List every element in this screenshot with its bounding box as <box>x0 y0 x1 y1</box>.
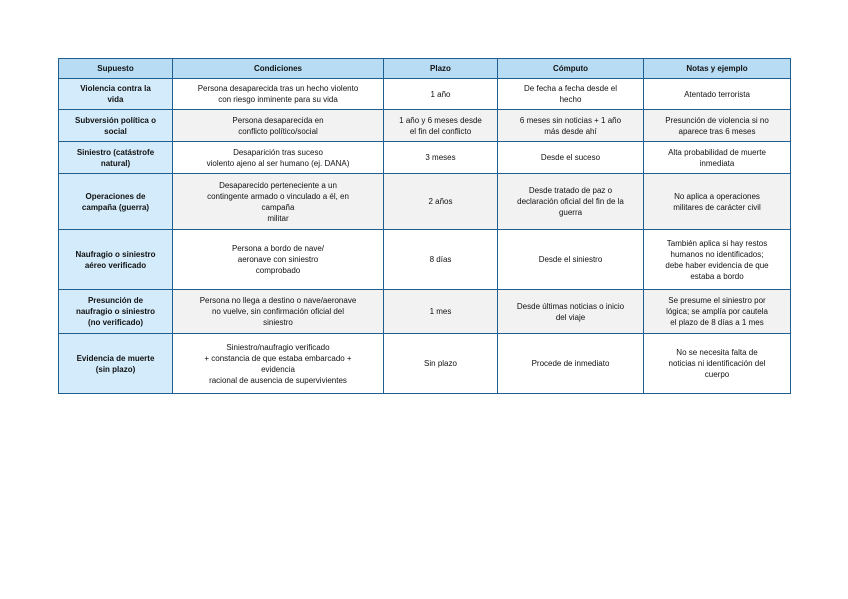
cell-condiciones <box>173 174 384 230</box>
cell-condiciones <box>173 290 384 334</box>
cell-text-line: el plazo de 8 días a 1 mes <box>670 318 764 327</box>
cell-text-line: conflicto político/social <box>238 126 318 136</box>
cell-text-line: Naufragio o siniestro <box>75 249 156 259</box>
cell-text-line: Desde tratado de paz o <box>528 186 613 195</box>
cell-text-line: con riesgo inminente para su vida <box>218 95 338 104</box>
cell-text-line: Presunción de <box>87 296 144 305</box>
cell-text-line: (no verificado) <box>87 318 144 327</box>
cell-text-line: debe haber evidencia de que <box>665 260 769 270</box>
cell-notas <box>644 290 791 334</box>
table-row <box>59 230 791 290</box>
cell-notas <box>644 334 791 394</box>
cell-text-line: Desde últimas noticias o inicio <box>516 301 625 311</box>
cell-text-line: Sin plazo <box>424 359 457 368</box>
cell-notas <box>644 230 791 290</box>
cell-text-line: 3 meses <box>425 153 456 162</box>
table-row <box>59 290 791 334</box>
cell-text-line: declaración oficial del fin de la <box>517 197 624 206</box>
table-row <box>59 334 791 394</box>
cell-text-line: También aplica si hay restos <box>666 238 768 248</box>
column-header-notas: Notas y ejemplo <box>644 59 791 79</box>
cell-text-line: Se presume el siniestro por <box>668 296 766 305</box>
cell-supuesto <box>59 110 173 142</box>
cell-text-line: evidencia <box>261 364 295 374</box>
cell-text-line: más desde ahí <box>544 126 597 136</box>
cell-text-line: campaña (guerra) <box>81 202 150 212</box>
cell-text-line: Desaparición tras suceso <box>233 147 323 157</box>
cell-plazo <box>384 142 498 174</box>
cell-supuesto <box>59 230 173 290</box>
cell-text-line: naufragio o siniestro <box>75 307 156 316</box>
cell-supuesto <box>59 142 173 174</box>
table-row <box>59 79 791 110</box>
cell-text-line: 6 meses sin noticias + 1 año <box>519 115 622 125</box>
cell-text-line: del viaje <box>555 312 586 322</box>
cell-condiciones <box>173 230 384 290</box>
cell-notas <box>644 79 791 110</box>
cell-text-line: Subversión política o <box>75 115 156 125</box>
cell-text-line: No aplica a operaciones <box>674 191 760 201</box>
cell-computo <box>498 142 644 174</box>
column-header-plazo: Plazo <box>384 59 498 79</box>
cell-text-line: militar <box>267 213 289 223</box>
cell-text-line: Persona a bordo de nave/ <box>231 244 325 253</box>
cell-text-line: noticias ni identificación del <box>668 359 766 368</box>
cell-text-line: violento ajeno al ser humano (ej. DANA) <box>206 158 350 168</box>
cell-condiciones <box>173 110 384 142</box>
cell-text-line: Alta probabilidad de muerte <box>668 147 766 157</box>
document-page <box>58 58 790 394</box>
cell-text-line: 1 mes <box>429 307 452 316</box>
cell-plazo <box>384 174 498 230</box>
cell-text-line: Operaciones de <box>85 191 146 201</box>
cell-text-line: Desde el suceso <box>540 153 601 162</box>
cell-text-line: 8 días <box>429 255 452 264</box>
cell-text-line: guerra <box>558 208 583 217</box>
table-row <box>59 174 791 230</box>
cell-plazo <box>384 79 498 110</box>
cell-text-line: 1 año <box>430 89 451 99</box>
cell-text-line: campaña <box>261 202 295 212</box>
cell-text-line: Procede de inmediato <box>531 359 610 368</box>
cell-text-line: + constancia de que estaba embarcado + <box>204 353 352 363</box>
cell-text-line: lógica; se amplía por cautela <box>666 307 768 316</box>
cell-text-line: contingente armado o vinculado a él, en <box>207 191 349 201</box>
cell-supuesto <box>59 334 173 394</box>
cell-condiciones <box>173 79 384 110</box>
cell-computo <box>498 230 644 290</box>
cell-text-line: Desde el siniestro <box>538 255 603 264</box>
cell-text-line: humanos no identificados; <box>670 249 764 259</box>
cell-plazo <box>384 230 498 290</box>
cell-text-line: estaba a bordo <box>690 271 744 281</box>
cell-condiciones <box>173 334 384 394</box>
cell-plazo <box>384 110 498 142</box>
table-row <box>59 110 791 142</box>
cell-condiciones <box>173 142 384 174</box>
cell-text-line: Desaparecido perteneciente a un <box>219 180 337 190</box>
cell-computo <box>498 79 644 110</box>
cell-text-line: 1 año y 6 meses desde <box>399 115 482 125</box>
cell-computo <box>498 334 644 394</box>
cell-plazo <box>384 334 498 394</box>
cell-text-line: aeronave con siniestro <box>237 255 319 264</box>
cell-text-line: inmediata <box>699 158 735 168</box>
cell-text-line: Evidencia de muerte <box>76 353 155 363</box>
cell-text-line: el fin del conflicto <box>409 126 472 136</box>
cell-text-line: Atentado terrorista <box>684 89 750 99</box>
cell-notas <box>644 142 791 174</box>
cell-text-line: siniestro <box>263 318 293 327</box>
table-body <box>59 79 791 394</box>
cell-plazo <box>384 290 498 334</box>
cell-text-line: aparece tras 6 meses <box>678 126 756 136</box>
cell-text-line: natural) <box>100 158 131 168</box>
cell-text-line: militares de carácter civil <box>673 202 761 212</box>
cell-notas <box>644 174 791 230</box>
cell-text-line: cuerpo <box>704 370 730 379</box>
table-header-row <box>59 59 791 79</box>
cell-text-line: (sin plazo) <box>95 364 136 374</box>
cell-text-line: Siniestro (catástrofe <box>76 147 155 157</box>
cell-text-line: no vuelve, sin confirmación oficial del <box>211 307 345 316</box>
cell-text-line: Persona desaparecida en <box>232 115 324 125</box>
cell-supuesto <box>59 290 173 334</box>
cell-computo <box>498 290 644 334</box>
cell-text-line: racional de ausencia de supervivientes <box>209 375 347 385</box>
cell-text-line: Presunción de violencia si no <box>665 115 769 125</box>
cell-text-line: Persona desaparecida tras un hecho violento <box>197 84 359 93</box>
column-header-condiciones: Condiciones <box>173 59 384 79</box>
cell-text-line: social <box>104 126 127 136</box>
cell-notas <box>644 110 791 142</box>
cell-computo <box>498 174 644 230</box>
cell-text-line: vida <box>107 95 124 104</box>
summary-table <box>58 58 791 394</box>
column-header-computo: Cómputo <box>498 59 644 79</box>
cell-text-line: aéreo verificado <box>84 260 147 270</box>
cell-text-line: 2 años <box>428 197 453 206</box>
cell-computo <box>498 110 644 142</box>
column-header-supuesto: Supuesto <box>59 59 173 79</box>
cell-text-line: No se necesita falta de <box>676 348 758 357</box>
cell-text-line: Siniestro/naufragio verificado <box>226 342 330 352</box>
cell-supuesto <box>59 174 173 230</box>
cell-text-line: De fecha a fecha desde el <box>524 84 617 93</box>
cell-supuesto <box>59 79 173 110</box>
cell-text-line: comprobado <box>255 266 301 275</box>
cell-text-line: Persona no llega a destino o nave/aeronave <box>199 296 357 305</box>
cell-text-line: hecho <box>559 95 582 104</box>
cell-text-line: Violencia contra la <box>80 84 151 93</box>
table-row <box>59 142 791 174</box>
